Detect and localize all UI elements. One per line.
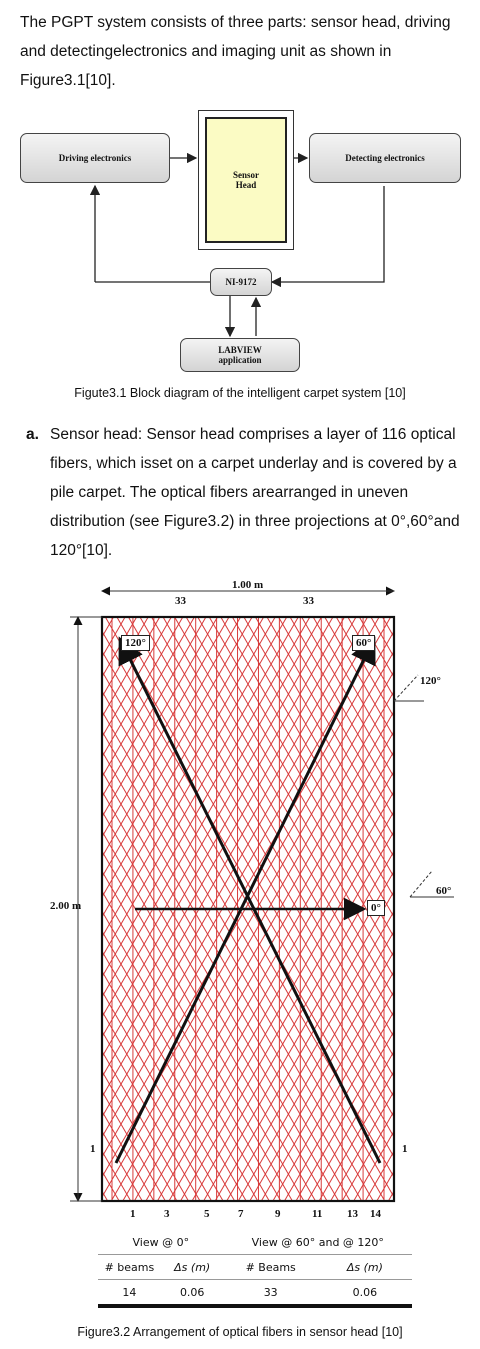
- fiber-table: [98, 1230, 412, 1306]
- label-120: 120°: [121, 635, 150, 651]
- fiber-line-120deg: [102, 575, 394, 577]
- fiber-line-120deg: [102, 575, 394, 757]
- figure1-caption: Figute3.1 Block diagram of the intelligent carpet system [10]: [74, 386, 406, 400]
- table-cell: 0.06: [352, 1285, 378, 1299]
- height-label: 2.00 m: [50, 900, 82, 912]
- table-subheader: Δs (m): [174, 1260, 211, 1274]
- bottom-number: 1: [130, 1208, 136, 1220]
- fiber-line-60deg: [102, 575, 394, 937]
- fiber-line-60deg: [102, 575, 394, 837]
- table-subheader: # Beams: [245, 1260, 296, 1274]
- fiber-grid: [40, 575, 460, 1310]
- bottom-number: 9: [275, 1208, 281, 1220]
- top-count-right: 33: [303, 595, 314, 607]
- sensor-head-label: Sensor Head: [205, 117, 287, 243]
- fiber-line-120deg: [102, 575, 394, 837]
- top-count-left: 33: [175, 595, 186, 607]
- bottom-number: 13: [347, 1208, 358, 1220]
- bottom-number: 5: [204, 1208, 210, 1220]
- row-one-left: 1: [90, 1143, 96, 1155]
- angle-60: 60°: [436, 885, 452, 897]
- intro-paragraph: The PGPT system consists of three parts: sensor head, driving and detectingelectronics and imaging unit as shown in Figure3.1[10].: [20, 14, 451, 89]
- table-cell: 0.06: [179, 1285, 205, 1299]
- table-header: View @ 0°: [132, 1235, 190, 1249]
- table-row: [98, 1279, 412, 1306]
- table-subheader-row: [98, 1254, 412, 1279]
- label-60: 60°: [352, 635, 375, 651]
- fiber-arrangement-figure: [40, 575, 460, 1310]
- list-item-text: Sensor head: Sensor head comprises a layer of 116 optical fibers, which isset on a carpet underlay and is covered by a pile carpet. The optical fibers arearranged in uneven distribution (see Figure3.2) in three projections at 0°,60°and 120°[10].: [50, 426, 460, 559]
- table-header: View @ 60° and @ 120°: [251, 1235, 384, 1249]
- driving-electronics-box: Driving electronics: [20, 133, 170, 183]
- fiber-line-120deg: [102, 575, 394, 737]
- label-0: 0°: [367, 900, 385, 916]
- detecting-electronics-box: Detecting electronics: [309, 133, 461, 183]
- bottom-number: 3: [164, 1208, 170, 1220]
- table-cell: 14: [122, 1285, 137, 1299]
- bottom-number: 7: [238, 1208, 244, 1220]
- sensor-head-box: [198, 110, 294, 250]
- bottom-number: 11: [312, 1208, 323, 1220]
- row-one-right: 1: [402, 1143, 408, 1155]
- fiber-line-120deg: [102, 575, 394, 937]
- fiber-line-60deg: [102, 575, 394, 757]
- angle-120: 120°: [420, 675, 441, 687]
- ni-9172-box: NI-9172: [210, 268, 272, 296]
- fiber-line-60deg: [102, 575, 394, 737]
- block-diagram: [18, 110, 462, 372]
- table-header-row: [98, 1230, 412, 1254]
- list-marker: a.: [26, 426, 39, 443]
- width-label: 1.00 m: [232, 579, 264, 591]
- table-cell: 33: [263, 1285, 278, 1299]
- table-subheader: Δs (m): [346, 1260, 383, 1274]
- labview-box: LABVIEW application: [180, 338, 300, 372]
- figure2-caption: Figure3.2 Arrangement of optical fibers in sensor head [10]: [77, 1325, 403, 1339]
- bottom-number: 14: [370, 1208, 381, 1220]
- table-subheader: # beams: [104, 1260, 155, 1274]
- fiber-line-60deg: [102, 575, 394, 577]
